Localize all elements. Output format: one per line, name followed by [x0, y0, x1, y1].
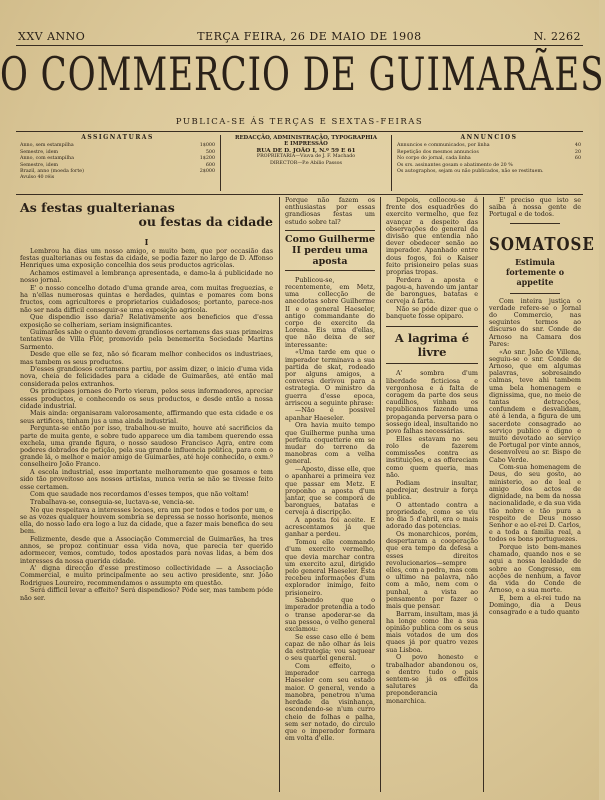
paragraph: Pergunta-se então por isso, trabalhou-se muito, houve até sacrificios da parte de muita gente, e sobre tudo apparece um dia tambem querendo essa exchela, uma grande figura, o nosso saudoso Francisco Agra, entre com poderes dobrados de petição, pela sua grande influencia politica, para com o grande lá, o melhor e maior amigo de Guimarães, até hoje conhecido, o exm.º conselheiro João Franco. — [20, 424, 273, 469]
paragraph: O povo honesto e trabalhador abandonou os, e dentro tudo o pais sentem-se já os effeitos salutares da preponderancia monarchica. — [386, 653, 478, 705]
assignaturas-row: Brazil, anno (moeda forte) 2$000 — [20, 169, 215, 175]
paragraph: Com inteira justiça o verdade refere-se o Jornal do Commercio, nas seguintes termos ao discurso do snr. Conde de Arnoso na Camara dos Pares: — [489, 296, 581, 348]
assignaturas-row: Semestre, idem 600 — [20, 162, 215, 168]
info-divider — [220, 135, 221, 191]
annuncios-row: Repetição dos mesmos annuncios 20 — [397, 149, 581, 155]
column-3 — [386, 197, 478, 792]
somatose-ad — [489, 232, 595, 287]
paragraph: Que dispendio isso daria? Relativamente aos beneficios que d'essa exposição se colheriam, seriam insignificantes. — [20, 313, 273, 329]
paragraph: Elles estavam no seu rolo de fazerem commissões contra as instituições, e as offereciam como quem queria, mas não. — [386, 434, 478, 479]
redaccao-line1: REDACÇÃO, ADMINISTRAÇÃO, TYPOGRAPHIA — [234, 135, 378, 141]
assignaturas-row: Anno, sem estampilha 1$000 — [20, 143, 215, 149]
column-1 — [20, 197, 273, 792]
annuncios-heading: ANNUNCIOS — [460, 134, 518, 141]
ad-title: SOMATOSE — [489, 232, 595, 255]
paragraph: Com que saudade nos recordamos d'esses tempos, que não voltam! — [30, 490, 249, 499]
redaccao-line3: RUA DE D. JOÃO I, N.º 59 E 61 — [256, 147, 356, 154]
header-topbar — [18, 30, 581, 43]
redaccao-line5: DIRECTOR—P.e Abilio Passos — [270, 160, 342, 166]
paragraph: A' sombra d'um liberdade ficticiosa e vergonhosa e á falta de coragem da parte dos seus caudilhos, vinham os republicanos fazendo uma propaganda perversa para o sossego ideal, insultando no povo falhas necessárias. — [386, 369, 478, 436]
redaccao-box — [226, 135, 386, 191]
paragraph: —Aposto, disse elle, que o apanharei a primeira vez que passar em Metz. E proponho a aposta d'um jantar, que se comporá de barongues, batatas e cerveja á discripção. — [285, 465, 375, 517]
paragraph: Lembrou ha dias um nosso amigo, e muito bem, que por occasião das festas gualterianas ou festas da cidade, se podia fazer no largo de D. Affonso Henriques uma exposição concelhia dos seus productos agricolas. — [20, 247, 273, 270]
paragraph: Perdera a aposta e pagou-a, havendo um jantar de barongues, batatas e cerveja á farta. — [386, 275, 478, 306]
paragraph: A escola industrial, esse importante melhoramento que gosamos e tem sido tão proveitoso aos nossos artistas, nunca veria se não se tivesse feito esse certamen. — [20, 468, 273, 491]
info-divider — [391, 135, 392, 191]
ad-subtitle: Estimula fortemente o appetite — [505, 256, 565, 287]
paragraph: Se esse caso elle é bem capaz de não olhar ás leis da estrategia; vou saquear o seu quartel general. — [285, 632, 375, 663]
masthead-subtitle: PUBLICA-SE ÁS TERÇAS E SEXTAS-FEIRAS — [175, 117, 424, 127]
issue-number: N. 2262 — [533, 30, 581, 43]
header-bottom-rule — [16, 194, 583, 195]
paragraph: Mais ainda: organisaram valorosamente, affirmando que esta cidade e os seus artifices, tinham jus a uma ainda industrial. — [20, 409, 273, 425]
paragraph: O attentado contra a propriedade, como se viu no dia 5 d'abril, era o mais adorado das potencias. — [386, 500, 478, 531]
paragraph: «Ao snr. João de Villena, seguiu-se o snr. Conde de Arnoso, que em algumas palavras, sobresaindo calmas, teve ahi tambem uma bela homenagem e dignissima, que, no meio de tantas detracções, confundem e desvalidam, até á lenda, a figura de um sacerdote consagrado ao serviço publico e digno e muito devotado ao serviço de Portugal por vinte annos, desenvolveu ao sr. Bispo de Cabo Verde. — [489, 347, 581, 464]
paragraph: Tomou elle commando d'um exercito vermelho, que devia marchar contra um exercito azul, dirigido pelo general Haeseler. Esta recebeu informações d'um explorador inimigo, feito prisioneiro. — [285, 538, 375, 597]
paragraph: —Não é possivel apanhar Haeseler. — [285, 406, 375, 422]
top-rule — [16, 45, 583, 46]
paragraph: Podiam insultar, apedrejar, destruir a força publica. — [386, 478, 478, 501]
paragraph: Com effeito, o imperador carrega Haeseler com seu estado maior. O general, vendo a manobra, penetrou n'uma herdade da visinhança, escondendo-se n'um curro cheio de folhas e palha, sem ser notado, do circulo que o imperador formara em volta d'elle. — [285, 662, 375, 743]
annuncios-note: Os autographos, sejam ou não publicados, não se restituem. — [397, 169, 544, 175]
headline-line2: ou festas da cidade — [138, 214, 273, 229]
divider — [510, 293, 560, 294]
assignaturas-box — [20, 135, 215, 191]
annuncios-box — [397, 135, 581, 191]
assignaturas-row: Anno, com estampilha 1$200 — [20, 156, 215, 162]
year-label: XXV ANNO — [18, 30, 86, 43]
redaccao-line2: E IMPRESSÃO — [284, 141, 328, 148]
assignaturas-note: Avulso 40 réis — [20, 175, 55, 181]
column-divider — [380, 197, 381, 792]
headline-line1: As festas gualterianas — [20, 200, 175, 215]
intro-paragraph: Porque não fazem os enthusiastas por essas grandiosas festas um estudo sobre tal? — [285, 196, 375, 226]
paragraph: Depois, collocou-se á frente dos esquadrões do exercito vermelho, que fez avançar a despeito das observações do general da divisão que entendia não dever obedecer senão ao imperador. Apanhado entre dous fogos, foi o Kaiser feito prisioneiro pelas suas proprias tropas. — [386, 196, 478, 277]
column-4 — [489, 196, 595, 792]
paragraph: Barram, insultam, mas já ha longe como lhe a sua opinião publica com os seus mais votados de um dos quaes já por quatro vezes sua Lisboa. — [386, 609, 478, 654]
masthead-rule — [16, 131, 583, 132]
paragraph: E, bem a el-rei tudo na Domingo, dia a Deus consagrado e a tudo quanto — [489, 593, 581, 617]
date-label: TERÇA FEIRA, 26 DE MAIO DE 1908 — [197, 30, 422, 43]
article-headline — [20, 201, 273, 229]
paragraph: Sabendo que o imperador pretendia a todo o transe apoderar-se da sua pessoa, o velho general exclamou: — [285, 596, 375, 634]
paragraph: D'esses grandiosos certamens partiu, por assim dizer, o inicio d'uma vida nova, cheia de felicidades para a cidade de Guimarães, até então mal considerada pelos extranhos. — [20, 365, 273, 388]
column-divider — [483, 197, 484, 792]
redaccao-line4: PROPRIETARIA—Viuva de J. F. Machado — [256, 154, 356, 160]
paragraph: A aposta foi aceite. E acrescentamos já que ganhar a perdeu. — [285, 516, 375, 539]
paragraph: E' o nosso concelho dotado d'uma grande area, com muitas freguezias, e ha n'ellas numerosas quintas e herdades, quintas e pomares com bons fructos, com agricultores e proprietarios cuidadosos; portanto, parece-nos não ser nada difficil conseguir-se uma exposição agricola. — [20, 284, 273, 314]
paragraph: Com-sua homenagem de Deus, do seu gosto, ao ministerio, ao de leal e amigo dos actos de dignidade, na bem da nossa nacionalidade, e da sua vida tão nobre e tão pura a respeito de Deus nosso Senhor e ao el-rei D. Carlos, e a toda a familia real, a todos os bons portuguezes. — [489, 463, 581, 544]
masthead-title: O COMMERCIO DE GUIMARÃES — [0, 48, 605, 102]
assignaturas-heading: ASSIGNATURAS — [81, 134, 154, 141]
paragraph: «Uma tarde em que o imperador terminava a sua partida de skat, rodeado por alguns amigos, a conversa derivou para a estrategia. O ministro da guerra d'esse epoca, arriscou a seguinte phrase: — [285, 348, 375, 407]
paragraph: Guimarães sabe o quanto devem grandiosos certamens das suas primeiras tentativas de Villa Flôr, promovido pela benemerita Sociedade Martins Sarmento. — [20, 328, 273, 351]
article-title: Como Guilherme II perdeu uma aposta — [285, 230, 375, 271]
paragraph: Publicou-se, recentemente, em Metz, uma collecção de anecdotas sobre Guilherme II e o general Haeseler, antigo commandante do corpo de exercito da Lorena. Eis uma d'ellas, que não deixa de ser interessante: — [285, 275, 375, 349]
paragraph: Não se póde dizer que o banquete fosse opiparo. — [386, 305, 478, 321]
assignaturas-row: Semestre, idem 500 — [20, 149, 215, 155]
paragraph: No que respeitava a interesses locaes, era um por todos e todos por um, e se as vozes qualquer houvem sombria se depressa se nosso horisonte, menos ella, do nosso lado era logo a luz da cidade, que a fazer mais benefica do seu bem. — [20, 505, 273, 536]
paragraph: Felizmente, desde que a Associação Commercial de Guimarães, ha tres annos, se propoz continuar essa vida nova, que parecia ter querido adormecer, vemos, comtudo, todos apostados para novas lidas, a bem dos interesses da nossa querida cidade. — [20, 534, 273, 565]
annuncios-row: No corpo do jornal, cada linha 60 — [397, 156, 581, 162]
annuncios-row: Os srs. assinantes gosam o abatimento de 20 % — [397, 162, 513, 168]
section-number: I — [144, 237, 149, 247]
paragraph: Os principaes jornaes do Porto vieram, pelos seus informadores, apreciar esses productos, e conhecendo os seus productos, e desde então a nossa cidade industrial. — [20, 387, 273, 410]
annuncios-row: Annuncios e communicados, por linha 40 — [397, 143, 581, 149]
paragraph: Será difficil levar a effeito? Será dispendioso? Póde ser, mas tambem póde não ser. — [20, 586, 273, 602]
column-2 — [285, 197, 375, 792]
column-divider — [279, 197, 280, 792]
intro-paragraph: E' preciso que isto se saiba á nossa gente de Portugal e de todos. — [489, 196, 581, 219]
paragraph: Trabalhava-se, conseguia-se, luctava-se, vencia-se. — [30, 497, 195, 506]
article-title: A lagrima é livre — [386, 326, 478, 364]
paragraph: Desde que elle se fez, não só ficaram melhor conhecidos os industriaes, mas tambem os seus productos. — [20, 350, 273, 366]
paragraph: Ora havia muito tempo que Guilherme punha uma perfeita coquetterie em se mudar do terreno da manobras com a velha general. — [285, 421, 375, 466]
divider — [510, 223, 560, 224]
paragraph: Porque isto bem-manes chamado, quando nos e se aqui a nossa lealdade de sobre ao Congresso, em acções de nenhum, a favor da vida do Conde de Arnoso, e a sua morte. — [489, 543, 581, 595]
paragraph: Os monarchicos, porém, despertaram a cooperação que era tempo da defesa a esses direitos revolucionarios—sempre elles, com a pedra, mas com o ultimo na palavra, não com a mão, nem com o punhal, a vista ao pensamento por fazer o mais que pensar. — [386, 529, 478, 610]
paragraph: Achamos estimavel a lembrança apresentada, e damo-la á publicidade no nosso jornal. — [20, 269, 273, 285]
paragraph: A' digna direcção d'esse prestimoso collectividade — a Associação Commercial, e muito principalmente ao seu activo presidente, snr. João Rodrigues Loureiro, recommendamos o assumpto em questão. — [20, 564, 273, 587]
